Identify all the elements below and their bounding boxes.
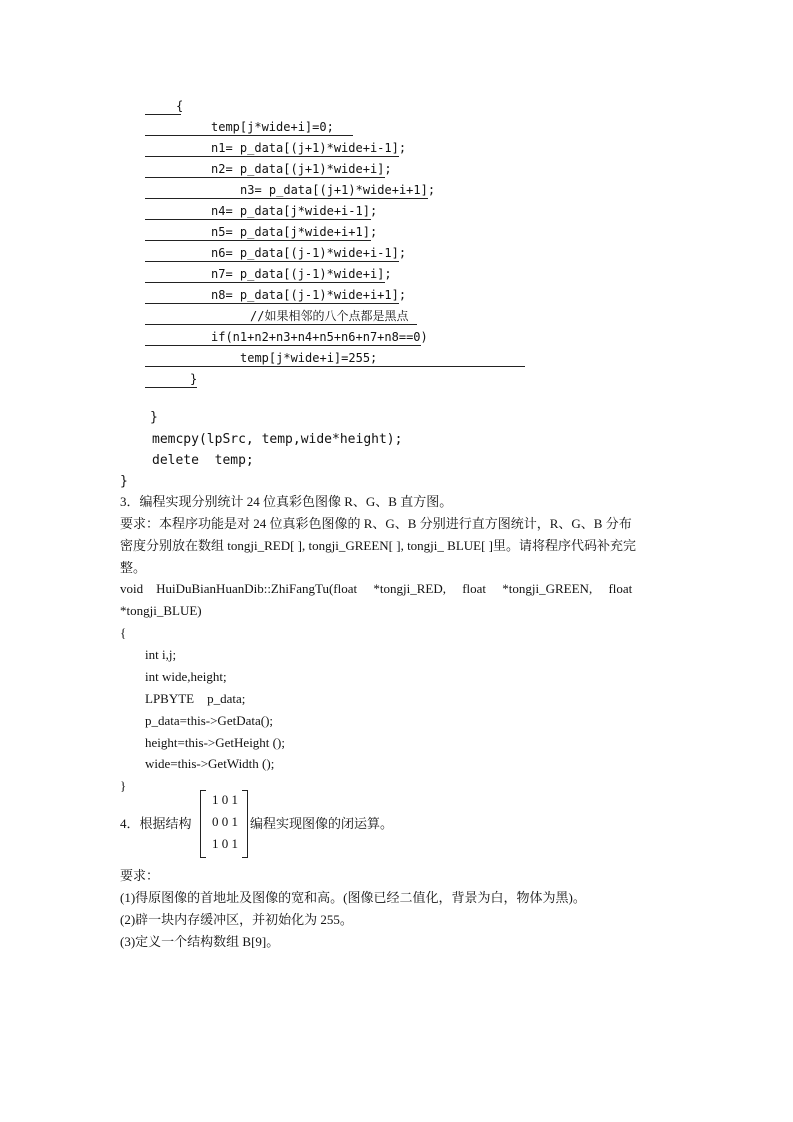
requirement-text: 要求：本程序功能是对 24 位真彩色图像的 R、G、B 分别进行直方图统计，R、G、B 分布 bbox=[120, 516, 632, 531]
code-line: } bbox=[120, 474, 128, 489]
requirements-label: 要求： bbox=[120, 868, 160, 883]
function-signature: void HuiDuBianHuanDib::ZhiFangTu(float *tongji_RED, float *tongji_GREEN, float bbox=[120, 581, 633, 596]
code-line: n4= p_data[j*wide+i-1]; bbox=[211, 204, 378, 218]
code-line: temp[j*wide+i]=255; bbox=[240, 351, 378, 365]
right-bracket bbox=[242, 790, 248, 858]
code-line: wide=this->GetWidth (); bbox=[145, 756, 275, 771]
code-line: memcpy(lpSrc, temp,wide*height); bbox=[152, 432, 403, 447]
code-line: n2= p_data[(j+1)*wide+i]; bbox=[211, 162, 392, 176]
code-line: int wide,height; bbox=[145, 669, 227, 684]
matrix-row: 0 0 1 bbox=[212, 814, 238, 829]
function-signature: *tongji_BLUE) bbox=[120, 603, 202, 618]
code-line: int i,j; bbox=[145, 647, 177, 662]
code-line: n5= p_data[j*wide+i+1]; bbox=[211, 225, 378, 239]
code-line: } bbox=[120, 778, 127, 793]
structure-matrix bbox=[200, 790, 248, 858]
left-bracket bbox=[200, 790, 206, 858]
code-comment: //如果相邻的八个点都是黑点 bbox=[250, 309, 409, 323]
code-line: n8= p_data[(j-1)*wide+i+1]; bbox=[211, 288, 407, 302]
code-line: n7= p_data[(j-1)*wide+i]; bbox=[211, 267, 392, 281]
code-line: n6= p_data[(j-1)*wide+i-1]; bbox=[211, 246, 407, 260]
section-heading-prefix: 4．根据结构 bbox=[120, 816, 192, 831]
code-line: p_data=this->GetData(); bbox=[145, 713, 274, 728]
matrix-row: 1 0 1 bbox=[212, 792, 238, 807]
section-heading: 3．编程实现分别统计 24 位真彩色图像 R、G、B 直方图。 bbox=[120, 494, 453, 509]
requirement-text: 密度分别放在数组 tongji_RED[ ], tongji_GREEN[ ], tongji_ BLUE[ ]里。请将程序代码补充完 bbox=[120, 538, 637, 553]
code-line: delete temp; bbox=[152, 453, 254, 468]
requirement-text: 整。 bbox=[120, 560, 147, 575]
requirement-item: (3)定义一个结构数组 B[9]。 bbox=[120, 934, 280, 949]
code-line: n1= p_data[(j+1)*wide+i-1]; bbox=[211, 141, 407, 155]
code-line: } bbox=[150, 410, 158, 425]
code-line: if(n1+n2+n3+n4+n5+n6+n7+n8==0) bbox=[211, 330, 428, 344]
code-line: { bbox=[176, 99, 184, 113]
requirement-item: (2)辟一块内存缓冲区，并初始化为 255。 bbox=[120, 912, 353, 927]
code-line: temp[j*wide+i]=0; bbox=[211, 120, 334, 134]
code-line: n3= p_data[(j+1)*wide+i+1]; bbox=[240, 183, 436, 197]
code-line: } bbox=[190, 372, 198, 386]
section-heading-suffix: 编程实现图像的闭运算。 bbox=[250, 816, 394, 831]
code-line: height=this->GetHeight (); bbox=[145, 735, 285, 750]
code-line: { bbox=[120, 625, 127, 640]
requirement-item: (1)得原图像的首地址及图像的宽和高。(图像已经二值化，背景为白，物体为黑)。 bbox=[120, 890, 586, 905]
code-line: LPBYTE p_data; bbox=[145, 691, 246, 706]
matrix-row: 1 0 1 bbox=[212, 836, 238, 851]
